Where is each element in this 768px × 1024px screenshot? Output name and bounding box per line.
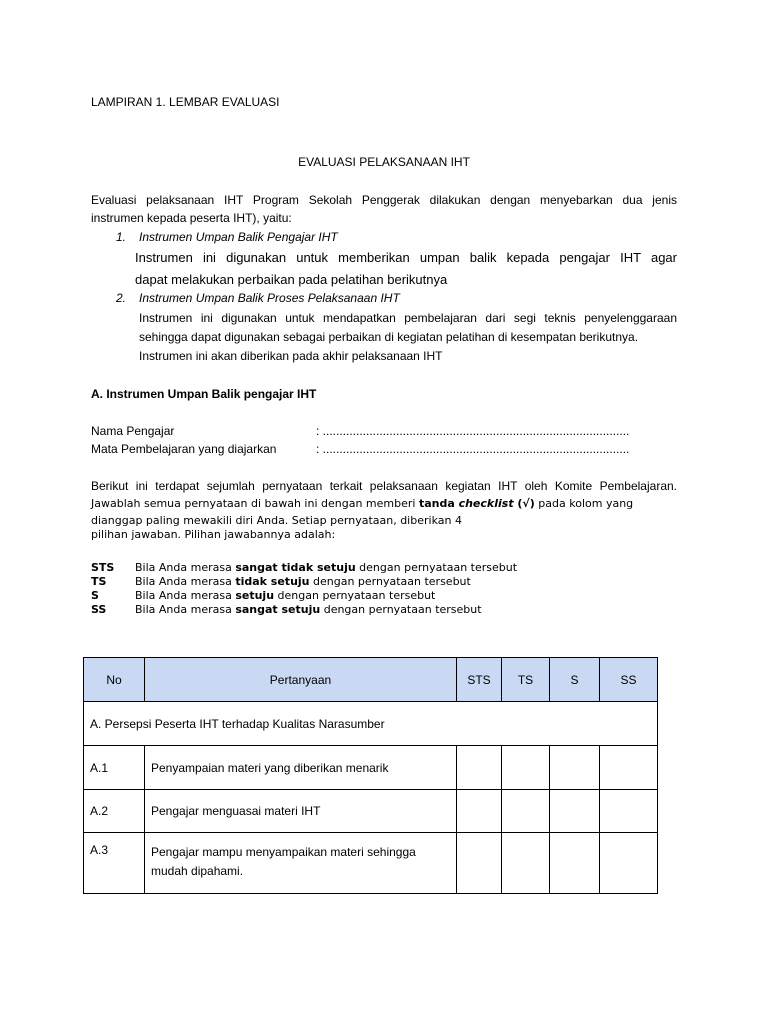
instructions-line-1: Berikut ini terdapat sejumlah pernyataan terkait pelaksanaan kegiatan IHT oleh Komite Pembelajaran. bbox=[91, 479, 677, 493]
scale-ss bbox=[91, 603, 482, 617]
row-question bbox=[145, 746, 457, 790]
page-title: EVALUASI PELAKSANAAN IHT bbox=[298, 155, 470, 169]
answer-cell-ss[interactable] bbox=[600, 833, 658, 894]
question-line: mudah dipahami. bbox=[151, 864, 244, 878]
instrument-2-desc-line-2: sehingga dapat digunakan sebagai perbaikan di kegiatan pelatihan di kesempatan berikutnya. bbox=[139, 330, 639, 344]
table-header-row bbox=[84, 658, 658, 702]
header-pertanyaan: Pertanyaan bbox=[145, 658, 457, 702]
scale-pre: Bila Anda merasa bbox=[135, 589, 236, 602]
header-s: S bbox=[550, 658, 600, 702]
scale-bold: setuju bbox=[235, 589, 275, 602]
scale-code: S bbox=[91, 589, 99, 602]
instrument-1-desc-line-1: Instrumen ini digunakan untuk memberikan umpan balik kepada pengajar IHT agar bbox=[135, 250, 677, 265]
scale-post: dengan pernyataan tersebut bbox=[309, 575, 471, 588]
answer-cell-ss[interactable] bbox=[600, 746, 658, 790]
scale-ts bbox=[91, 575, 471, 589]
instrument-1-title: Instrumen Umpan Balik Pengajar IHT bbox=[139, 230, 338, 244]
question-line: Pengajar menguasai materi IHT bbox=[151, 804, 321, 818]
section-title: A. Persepsi Peserta IHT terhadap Kualitas Narasumber bbox=[84, 702, 658, 746]
table-row bbox=[84, 790, 658, 833]
instructions-line-3: dianggap paling mewakili diri Anda. Setiap pernyataan, diberikan 4 bbox=[91, 514, 462, 527]
list-number-2: 2. bbox=[116, 291, 127, 305]
tanda-emphasis: tanda bbox=[418, 497, 459, 510]
instrument-2-desc-line-3: Instrumen ini akan diberikan pada akhir pelaksanaan IHT bbox=[139, 349, 443, 363]
scale-bold: sangat tidak setuju bbox=[235, 561, 356, 574]
table-section-row bbox=[84, 702, 658, 746]
instrument-2-desc-line-1: Instrumen ini digunakan untuk mendapatkan pembelajaran dari segi teknis penyelenggaraan bbox=[139, 311, 677, 325]
instructions-line-4: pilihan jawaban. Pilihan jawabannya adalah: bbox=[91, 528, 336, 541]
scale-pre: Bila Anda merasa bbox=[135, 603, 236, 616]
answer-cell-ts[interactable] bbox=[502, 790, 550, 833]
answer-cell-s[interactable] bbox=[550, 833, 600, 894]
answer-cell-sts[interactable] bbox=[457, 746, 502, 790]
scale-code: STS bbox=[91, 561, 115, 574]
evaluation-table bbox=[83, 657, 658, 894]
scale-pre: Bila Anda merasa bbox=[135, 575, 236, 588]
answer-cell-s[interactable] bbox=[550, 790, 600, 833]
scale-sts bbox=[91, 561, 517, 575]
intro-line-1: Evaluasi pelaksanaan IHT Program Sekolah Penggerak dilakukan dengan menyebarkan dua jenis bbox=[91, 193, 677, 207]
scale-post: dengan pernyataan tersebut bbox=[355, 561, 518, 574]
instructions-line-2 bbox=[91, 497, 677, 511]
scale-post: dengan pernyataan tersebut bbox=[274, 589, 436, 602]
instructions-text-end: pada kolom yang bbox=[534, 497, 634, 510]
row-question bbox=[145, 833, 457, 894]
question-line: Penyampaian materi yang diberikan menarik bbox=[151, 760, 389, 775]
instrument-1-desc-line-2: dapat melakukan perbaikan pada pelatihan berikutnya bbox=[135, 272, 448, 287]
row-number: A.1 bbox=[84, 746, 145, 790]
table-row bbox=[84, 746, 658, 790]
scale-code: SS bbox=[91, 603, 107, 616]
mata-pembelajaran-label: Mata Pembelajaran yang diajarkan bbox=[91, 442, 277, 456]
scale-bold: tidak setuju bbox=[235, 575, 310, 588]
header-no: No bbox=[84, 658, 145, 702]
header-ts: TS bbox=[502, 658, 550, 702]
row-question bbox=[145, 790, 457, 833]
instrument-2-title: Instrumen Umpan Balik Proses Pelaksanaan IHT bbox=[139, 291, 400, 305]
mata-pembelajaran-field[interactable]: : ............................................................................................ bbox=[316, 442, 630, 456]
answer-cell-ss[interactable] bbox=[600, 790, 658, 833]
scale-post: dengan pernyataan tersebut bbox=[320, 603, 482, 616]
checklist-emphasis: checklist bbox=[458, 497, 514, 510]
answer-cell-ts[interactable] bbox=[502, 833, 550, 894]
nama-pengajar-label: Nama Pengajar bbox=[91, 424, 175, 438]
header-sts: STS bbox=[457, 658, 502, 702]
row-number: A.3 bbox=[84, 833, 145, 894]
answer-cell-ts[interactable] bbox=[502, 746, 550, 790]
header-ss: SS bbox=[600, 658, 658, 702]
nama-pengajar-field[interactable]: : ............................................................................................ bbox=[316, 424, 630, 438]
instructions-text: Jawablah semua pernyataan di bawah ini dengan memberi bbox=[91, 497, 419, 510]
answer-cell-s[interactable] bbox=[550, 746, 600, 790]
list-number-1: 1. bbox=[116, 230, 127, 244]
row-number: A.2 bbox=[84, 790, 145, 833]
intro-line-2: instrumen kepada peserta IHT), yaitu: bbox=[91, 211, 292, 225]
section-a-heading: A. Instrumen Umpan Balik pengajar IHT bbox=[91, 387, 317, 401]
scale-bold: sangat setuju bbox=[235, 603, 321, 616]
scale-pre: Bila Anda merasa bbox=[135, 561, 236, 574]
table-row bbox=[84, 833, 658, 894]
scale-s bbox=[91, 589, 435, 603]
scale-code: TS bbox=[91, 575, 107, 588]
answer-cell-sts[interactable] bbox=[457, 790, 502, 833]
lampiran-title: LAMPIRAN 1. LEMBAR EVALUASI bbox=[91, 95, 280, 109]
check-symbol: (√) bbox=[513, 497, 535, 510]
answer-cell-sts[interactable] bbox=[457, 833, 502, 894]
question-line: Pengajar mampu menyampaikan materi sehingga bbox=[151, 845, 416, 859]
